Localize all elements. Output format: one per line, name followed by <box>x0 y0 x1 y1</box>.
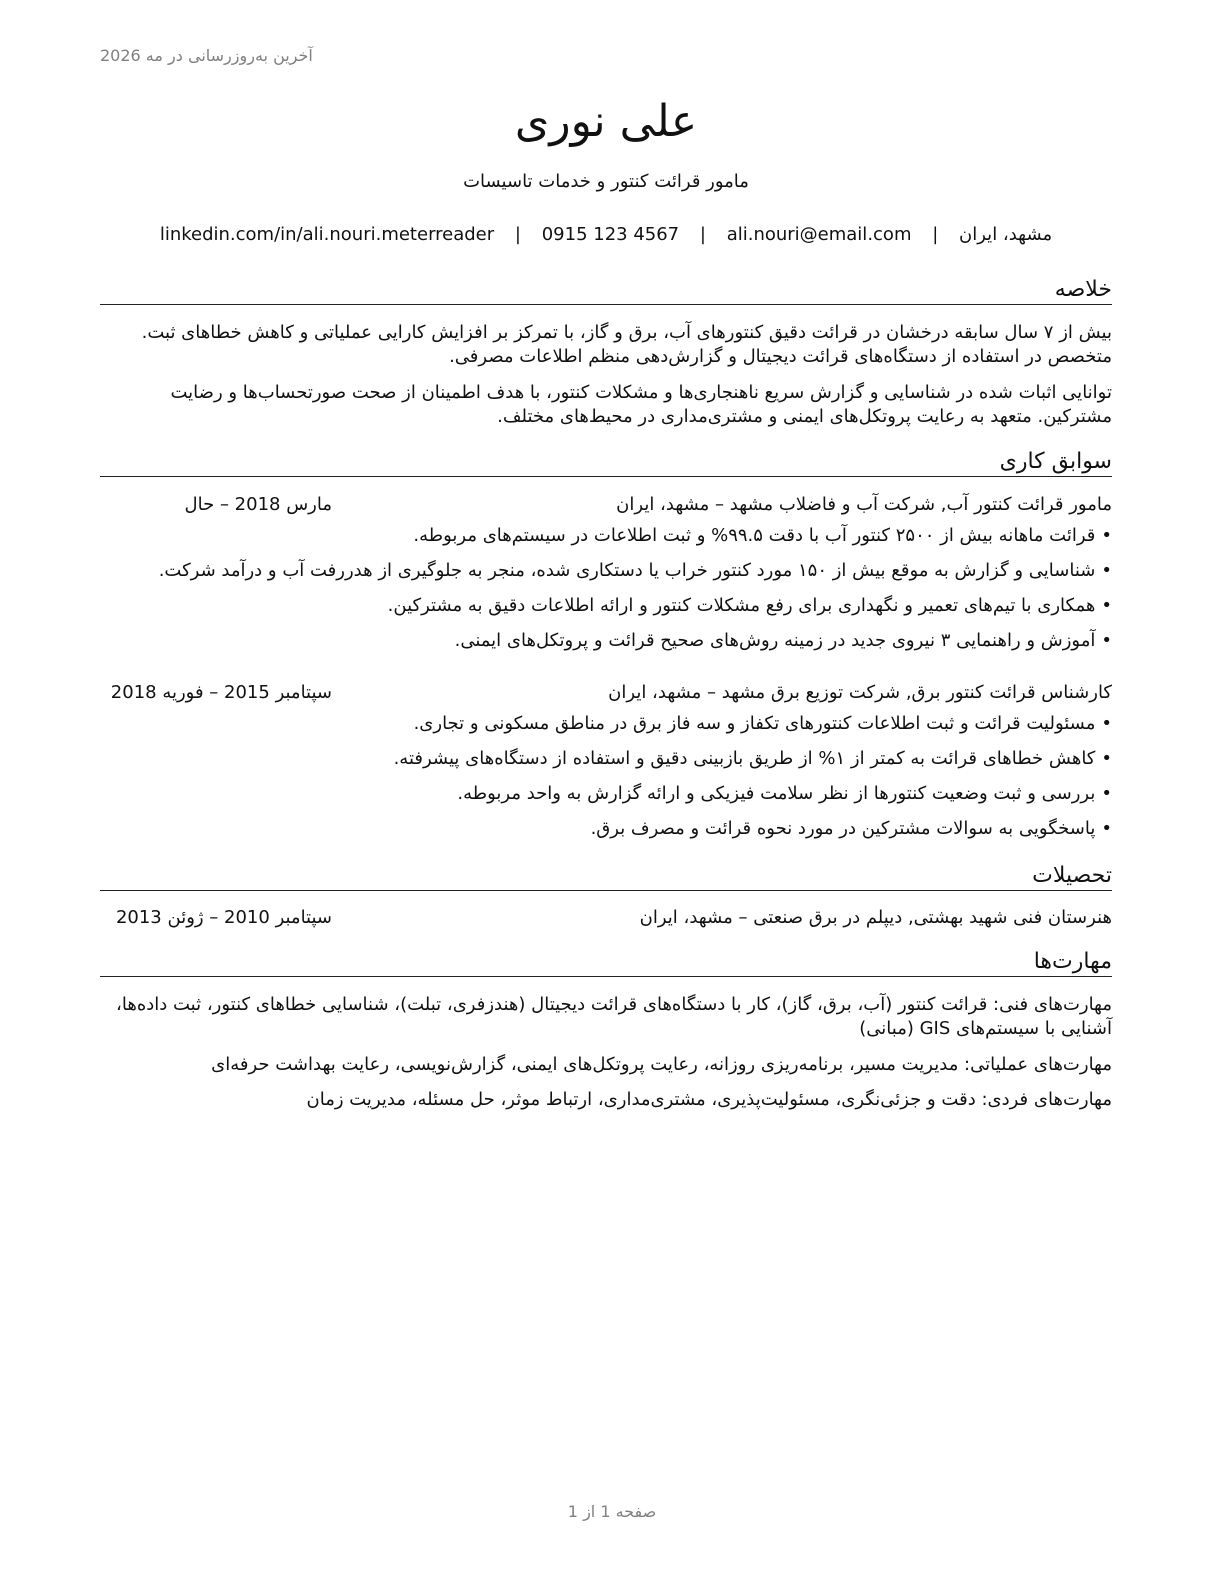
contact-email[interactable]: ali.nouri@email.com <box>726 224 912 245</box>
job-title: کارشناس قرائت کنتور برق, شرکت توزیع برق مشهد – مشهد، ایران <box>608 682 1112 703</box>
contact-separator: | <box>932 224 939 245</box>
job-heading <box>100 493 1112 517</box>
last-updated-note: آخرین به‌روزرسانی در مه 2026 <box>100 46 313 65</box>
education-school: هنرستان فنی شهید بهشتی, دیپلم در برق صنعتی – مشهد، ایران <box>639 907 1112 928</box>
skills-line: مهارت‌های فردی: دقت و جزئی‌نگری، مسئولیت‌پذیری، مشتری‌مداری، ارتباط موثر، حل مسئله، مدیریت زمان <box>306 1089 1112 1110</box>
skills-line: مهارت‌های فنی: قرائت کنتور (آب، برق، گاز)، کار با دستگاه‌های قرائت دیجیتال (هندزفری، تبلت)، شناسایی خطاهای کنتور، ثبت داده‌ها، آشنایی با سیستم‌های GIS (مبانی) <box>116 994 1112 1039</box>
summary-paragraph: توانایی اثبات شده در شناسایی و گزارش سریع ناهنجاری‌ها و مشکلات کنتور، با هدف اطمینان از صحت صورتحساب‌ها و رضایت مشترکین. متعهد به رعایت پروتکل‌های ایمنی و مشتری‌مداری در محیط‌های مختلف. <box>170 382 1112 427</box>
job-title: مامور قرائت کنتور آب, شرکت آب و فاضلاب مشهد – مشهد، ایران <box>616 494 1112 515</box>
summary-paragraph: بیش از ۷ سال سابقه درخشان در قرائت دقیق کنتورهای آب، برق و گاز، با تمرکز بر افزایش کارایی عملیاتی و کاهش خطاهای ثبت. متخصص در استفاده از دستگاه‌های قرائت دیجیتال و گزارش‌دهی منظم اطلاعات مصرفی. <box>141 322 1112 367</box>
job-bullet: •شناسایی و گزارش به موقع بیش از ۱۵۰ مورد کنتور خراب یا دستکاری شده، منجر به جلوگیری از هدررفت آب و درآمد شرکت. <box>158 560 1112 581</box>
section-title-education: تحصیلات <box>100 862 1112 891</box>
job-dates: سپتامبر 2015 – فوریه 2018 <box>110 682 332 703</box>
contact-phone[interactable]: 0915 123 4567 <box>541 224 680 245</box>
job-bullet: •مسئولیت قرائت و ثبت اطلاعات کنتورهای تکفاز و سه فاز برق در مناطق مسکونی و تجاری. <box>413 713 1112 734</box>
job-bullet: •پاسخگویی به سوالات مشترکین در مورد نحوه قرائت و مصرف برق. <box>590 818 1112 839</box>
job-heading <box>100 681 1112 705</box>
candidate-name: علی نوری <box>514 96 698 147</box>
job-bullet: •همکاری با تیم‌های تعمیر و نگهداری برای رفع مشکلات کنتور و ارائه اطلاعات دقیق به مشترکین. <box>387 595 1112 616</box>
job-bullet: •قرائت ماهانه بیش از ۲۵۰۰ کنتور آب با دقت ۹۹.۵% و ثبت اطلاعات در سیستم‌های مربوطه. <box>413 525 1112 546</box>
contact-location: مشهد، ایران <box>959 224 1053 245</box>
section-title-experience: سوابق کاری <box>100 448 1112 477</box>
contact-linkedin[interactable]: linkedin.com/in/ali.nouri.meterreader <box>159 224 495 245</box>
contact-line <box>100 223 1112 247</box>
contact-separator: | <box>514 224 521 245</box>
skills-line: مهارت‌های عملیاتی: مدیریت مسیر، برنامه‌ریزی روزانه، رعایت پروتکل‌های ایمنی، گزارش‌نویسی، رعایت بهداشت حرفه‌ای <box>211 1054 1112 1075</box>
job-bullet: •بررسی و ثبت وضعیت کنتورها از نظر سلامت فیزیکی و ارائه گزارش به واحد مربوطه. <box>457 783 1112 804</box>
contact-separator: | <box>699 224 706 245</box>
page-number: صفحه 1 از 1 <box>567 1502 657 1521</box>
job-bullet: •کاهش خطاهای قرائت به کمتر از ۱% از طریق بازبینی دقیق و استفاده از دستگاه‌های پیشرفته. <box>393 748 1112 769</box>
job-subtitle: مامور قرائت کنتور و خدمات تاسیسات <box>463 171 749 192</box>
education-dates: سپتامبر 2010 – ژوئن 2013 <box>115 907 332 928</box>
education-heading <box>100 906 1112 930</box>
section-title-skills: مهارت‌ها <box>100 948 1112 977</box>
job-bullet: •آموزش و راهنمایی ۳ نیروی جدید در زمینه روش‌های صحیح قرائت و پروتکل‌های ایمنی. <box>454 630 1112 651</box>
job-dates: مارس 2018 – حال <box>184 494 332 515</box>
section-title-summary: خلاصه <box>100 276 1112 305</box>
